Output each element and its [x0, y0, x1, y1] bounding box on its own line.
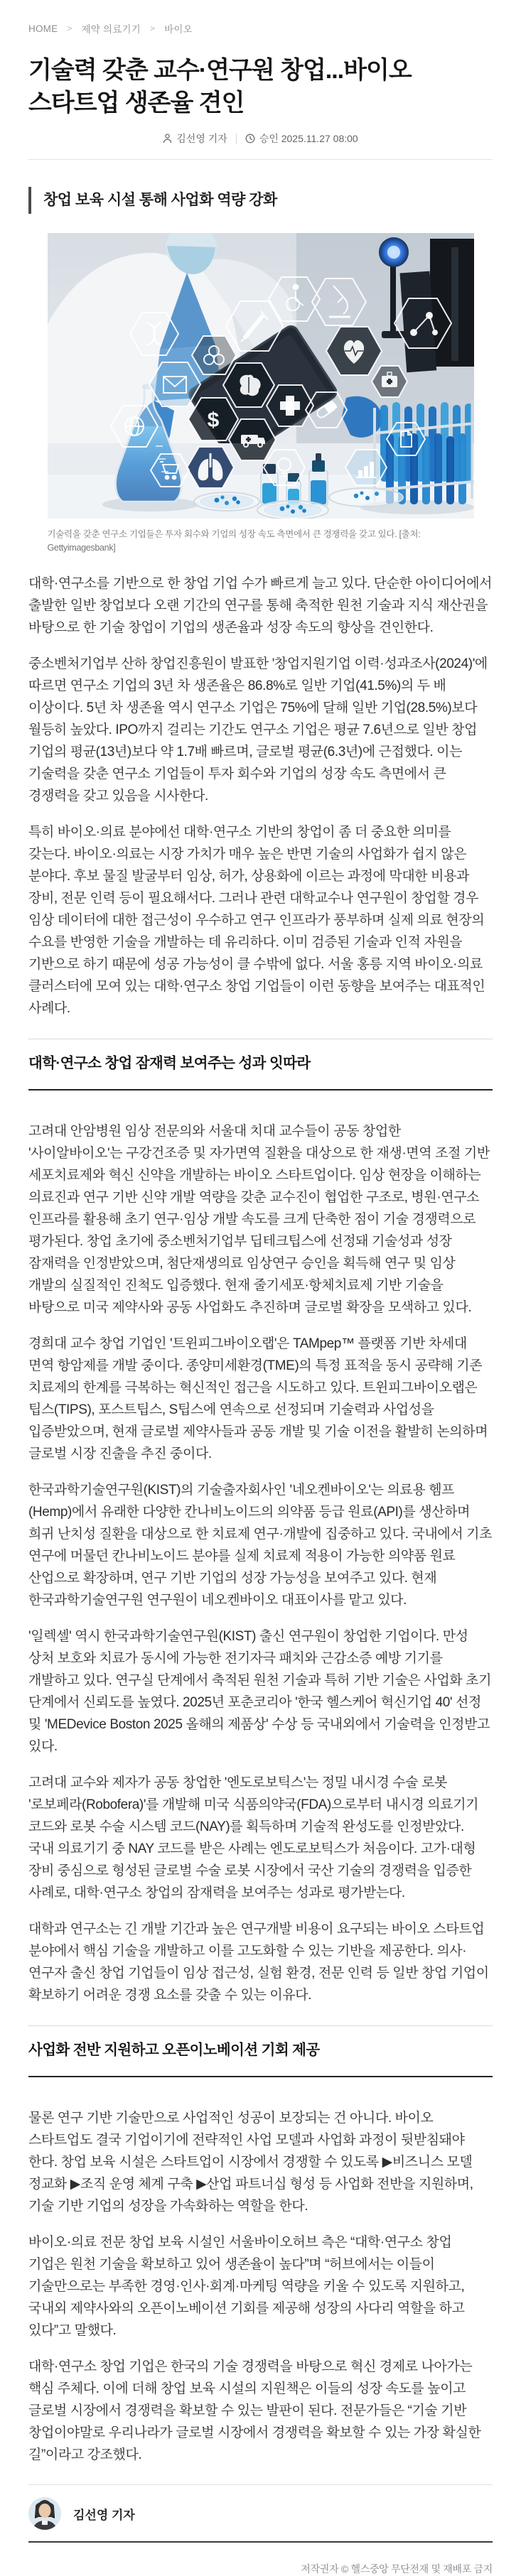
footer-reporter-name[interactable]: 김선영 기자 [73, 2508, 135, 2522]
breadcrumb-separator-icon: > [149, 23, 156, 33]
body-paragraph: 특히 바이오·의료 분야에선 대학·연구소 기반의 창업이 좀 더 중요한 의미를 갖는다. 바이오·의료는 시장 가치가 매우 높은 반면 기술의 사업화가 쉽지 않은 분야다. 후보 물질 발굴부터 임상, 허가, 상용화에 이르는 과정에 막대한 비용과 장비, 전문 인력 등이 필요해서다. 그러나 관련 대학교수나 연구원이 창업할 경우 임상 데이터에 대한 접근성이 우수하고 연구 인프라가 풍부하며 실제 의료 현장의 수요를 반영한 기술을 개발하는 데 유리하다. 이미 검증된 기술과 인적 자원을 기반으로 하기 때문에 성공 가능성이 클 수밖에 없다. 서울 홍릉 지역 바이오·의료 클러스터에 모여 있는 대학·연구소 창업 기업들이 이런 동향을 보여주는 대표적인 사례다. [28, 825, 485, 1016]
article-subhead: 창업 보육 시설 통해 사업화 역량 강화 [28, 187, 493, 214]
published-date-text: 승인 2025.11.27 08:00 [259, 133, 358, 144]
section-heading: 대학·연구소 창업 잠재력 보여주는 성과 잇따라 [28, 1039, 493, 1091]
reporter-name-text: 김선영 기자 [176, 133, 227, 144]
byline-published [245, 131, 358, 146]
reporter-avatar[interactable] [28, 2497, 61, 2530]
body-paragraph: 바이오·의료 전문 창업 보육 시설인 서울바이오허브 측은 “대학·연구소 창업 기업은 원천 기술을 확보하고 있어 생존율이 높다”며 “허브에서는 이들이 기술만으로는 부족한 경영·인사·회계·마케팅 역량을 키울 수 있도록 지원하고, 국내외 제약사와의 오픈이노베이션 기회를 제공해 성장의 사다리 역할을 하고 있다”고 말했다. [28, 2235, 465, 2338]
article-body [28, 573, 493, 2466]
hero-image [48, 233, 474, 519]
copyright-notice: 저작권자 © 헬스중앙 무단전재 및 재배포 금지 [301, 2563, 493, 2575]
breadcrumb [28, 0, 493, 36]
article-title: 기술력 갖춘 교수·연구원 창업...바이오 스타트업 생존율 견인 [28, 57, 412, 117]
body-paragraph: 대학·연구소를 기반으로 한 창업 기업 수가 빠르게 늘고 있다. 단순한 아이디어에서 출발한 일반 창업보다 오랜 기간의 연구를 통해 축적한 원천 기술과 지식 재산권을 바탕으로 한 기술 창업이 기업의 생존율과 성장 속도의 향상을 견인한다. [28, 576, 493, 635]
body-paragraph: 대학과 연구소는 긴 개발 기간과 높은 연구개발 비용이 요구되는 바이오 스타트업 분야에서 핵심 기술을 개발하고 이를 고도화할 수 있는 기반을 제공한다. 의사·연구자 출신 창업 기업들이 임상 접근성, 실험 환경, 전문 인력 등 일반 창업 기업이 확보하기 어려운 경쟁 요소를 갖출 수 있는 이유다. [28, 1922, 489, 2003]
body-paragraph: 대학·연구소 창업 기업은 한국의 기술 경쟁력을 바탕으로 혁신 경제로 나아가는 핵심 주체다. 이에 더해 창업 보육 시설의 지원책은 이들의 성장 속도를 높이고 글로벌 시장에서 경쟁력을 확보할 수 있는 발판이 된다. 전문가들은 “기술 기반 창업이야말로 우리나라가 글로벌 시장에서 경쟁력을 확보할 수 있는 가장 확실한 길”이라고 강조했다. [28, 2359, 481, 2462]
breadcrumb-home-link[interactable]: HOME [28, 23, 58, 34]
section-heading: 사업화 전반 지원하고 오픈이노베이션 기회 제공 [28, 2025, 493, 2077]
reporter-person-icon [163, 134, 172, 144]
body-paragraph: '일렉셀' 역시 한국과학기술연구원(KIST) 출신 연구원이 창업한 기업이다. 만성 상처 보호와 치료가 동시에 가능한 전기자극 패치와 근감소증 예방 기기를 개발하고 있다. 연구실 단계에서 축적된 원천 기술과 특허 기반 기술은 사업화 초기 단계에서 신뢰도를 높였다. 2025년 포춘코리아 '한국 헬스케어 혁신기업 40' 선정 및 'MEDevice Boston 2025 올해의 제품상' 수상 등 국내외에서 기술력을 인정받고 있다. [28, 1629, 492, 1754]
image-caption: 기술력을 갖춘 연구소 기업들은 투자 회수와 기업의 성장 속도 측면에서 큰 경쟁력을 갖고 있다. [출처: Gettyimagesbank] [47, 529, 421, 553]
body-paragraph: 고려대 교수와 제자가 공동 창업한 '엔도로보틱스'는 정밀 내시경 수술 로봇 '로보페라(Robofera)'를 개발해 미국 식품의약국(FDA)으로부터 내시경 의료기기 코드와 로봇 수술 시스템 코드(NAY)를 획득하며 기술적 완성도를 인정받았다. 국내 의료기기 중 NAY 코드를 받은 사례는 엔도로보틱스가 처음이다. 고가·대형 장비 중심으로 형성된 글로벌 수술 로봇 시장에서 국산 기술의 경쟁력을 입증한 사례로, 대학·연구소 창업의 잠재력을 보여주는 성과로 평가받는다. [28, 1775, 479, 1900]
clock-icon [245, 134, 255, 144]
article-page [28, 0, 493, 2576]
body-paragraph: 물론 연구 기반 기술만으로 사업적인 성공이 보장되는 건 아니다. 바이오 스타트업도 결국 기업이기에 전략적인 사업 모델과 사업화 과정이 뒷받침돼야 한다. 창업 보육 시설은 스타트업이 시장에서 경쟁할 수 있도록 ▶비즈니스 모델 정교화 ▶조직 운영 체계 구축 ▶산업 파트너십 형성 등 사업화 전반을 지원하며, 기술 기반 기업의 성장을 가속화하는 역할을 한다. [28, 2111, 473, 2214]
reporter-avatar-image [28, 2497, 61, 2530]
hero-figure [48, 233, 474, 555]
byline-divider [236, 134, 237, 144]
breadcrumb-separator-icon: > [67, 23, 72, 33]
byline [28, 131, 493, 146]
body-paragraph: 고려대 안암병원 임상 전문의와 서울대 치대 교수들이 공동 창업한 '사이알바이오'는 구강건조증 및 자가면역 질환을 대상으로 한 재생·면역 조절 기반 세포치료제와 혁신 신약을 개발하는 바이오 스타트업이다. 임상 현장을 이해하는 의료진과 연구 기반 신약 개발 역량을 갖춘 교수진이 협업한 구조로, 병원·연구소 인프라를 활용해 초기 연구·임상 개발 속도를 크게 단축한 점이 기술 경쟁력으로 평가된다. 창업 초기에 중소벤처기업부 딥테크팁스에 선정돼 기술성과 성장 잠재력을 인정받았으며, 첨단재생의료 임상연구 승인을 획득해 연구 및 임상 개발의 실질적인 진척도 입증했다. 현재 줄기세포·항체치료제 기반 기술을 바탕으로 미국 제약사와 공동 사업화도 추진하며 글로벌 확장을 모색하고 있다. [28, 1124, 490, 1315]
header-divider [28, 159, 493, 160]
reporter-profile [28, 2485, 493, 2541]
byline-reporter [163, 131, 227, 146]
breadcrumb-category-link[interactable]: 제약 의료기기 [81, 24, 141, 35]
body-paragraph: 경희대 교수 창업 기업인 '트윈피그바이오랩'은 TAMpep™ 플랫폼 기반 차세대 면역 항암제를 개발 중이다. 종양미세환경(TME)의 특정 표적을 동시 공략해 기존 치료제의 한계를 극복하는 혁신적인 접근을 시도하고 있다. 트윈피그바이오랩은 팁스(TIPS), 포스트팁스, S팁스에 연속으로 선정되며 기술력과 사업성을 입증받았으며, 현재 글로벌 제약사들과 공동 개발 및 기술 이전을 활발히 논의하며 글로벌 시장 진출을 추진 중이다. [28, 1336, 488, 1461]
svg-text:$: $ [207, 408, 219, 432]
body-paragraph: 한국과학기술연구원(KIST)의 기술출자회사인 '네오켄바이오'는 의료용 헴프(Hemp)에서 유래한 다양한 칸나비노이드의 의약품 등급 원료(API)를 생산하며 희귀 난치성 질환을 대상으로 한 치료제 연구·개발에 집중하고 있다. 국내에서 기초 연구에 머물던 칸나비노이드 분야를 실제 치료제 적용이 가능한 의약품 원료 산업으로 확장하며, 연구 기반 기업의 성장 가능성을 보여주고 있다. 현재 한국과학기술연구원 연구원이 네오켄바이오 대표이사를 맡고 있다. [28, 1483, 493, 1608]
breadcrumb-subcategory-link[interactable]: 바이오 [164, 24, 193, 35]
body-paragraph: 중소벤처기업부 산하 창업진흥원이 발표한 '창업지원기업 이력·성과조사(2024)'에 따르면 연구소 기업의 3년 차 생존율은 86.8%로 일반 기업(41.5%)의 두 배 이상이다. 5년 차 생존율 역시 연구소 기업은 75%에 달해 일반 기업(28.5%)보다 월등히 높았다. IPO까지 걸리는 기간도 연구소 기업은 평균 7.6년으로 일반 창업 기업의 평균(13년)보다 약 1.7배 빠르며, 글로벌 평균(6.3년)에 근접했다. 이는 기술력을 갖춘 연구소 기업들이 투자 회수와 기업의 성장 속도 측면에서 큰 경쟁력을 갖고 있음을 시사한다. [28, 656, 488, 803]
